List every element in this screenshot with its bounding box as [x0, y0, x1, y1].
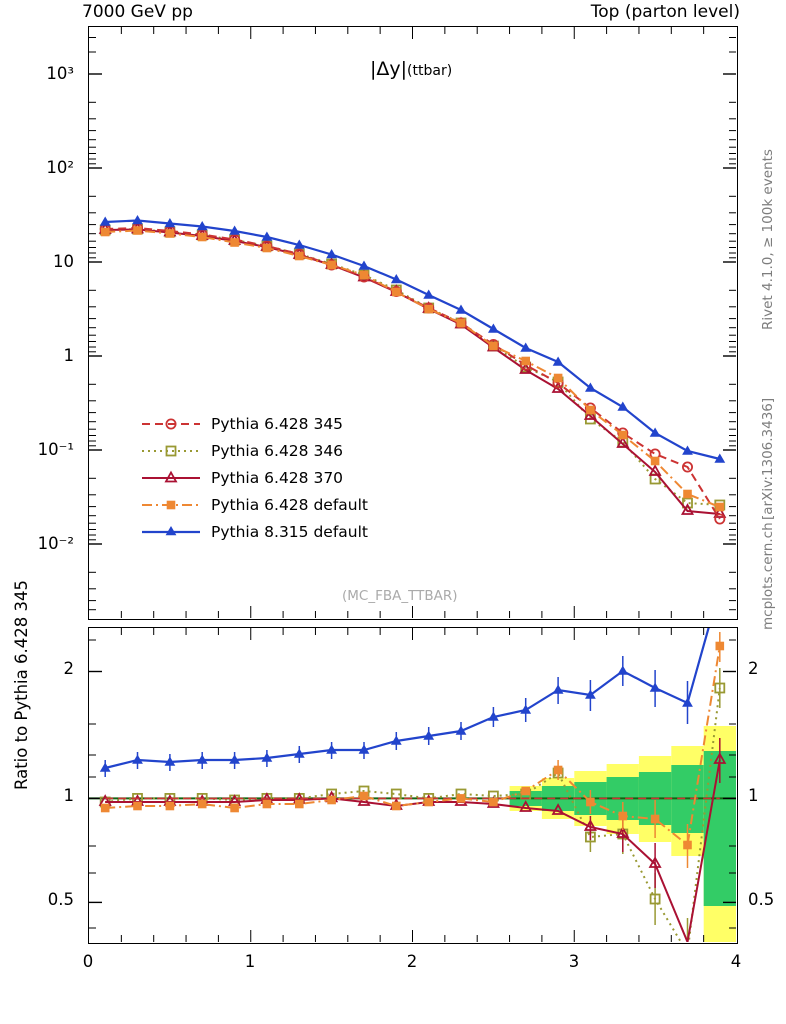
plot-title-sub: (ttbar): [407, 63, 453, 79]
legend-item-0[interactable]: [140, 410, 368, 437]
ytick-main-0: 10³: [46, 64, 74, 83]
legend-label-2: Pythia 6.428 370: [211, 468, 344, 487]
legend-key-1: [140, 440, 202, 462]
legend-label-3: Pythia 6.428 default: [211, 495, 368, 514]
xtick-0: 0: [82, 952, 94, 971]
legend-key-3: [140, 494, 202, 516]
mcplots-url-annotation: mcplots.cern.ch: [760, 522, 776, 630]
legend-key-0: [140, 413, 202, 435]
legend: [140, 410, 368, 545]
legend-label-1: Pythia 6.428 346: [211, 441, 344, 460]
ytick-main-3: 1: [63, 346, 74, 365]
ratio-plot-canvas: [89, 628, 736, 942]
plot-title: [370, 58, 452, 80]
legend-item-2[interactable]: [140, 464, 368, 491]
ytick-ratio-left-0: 2: [63, 659, 74, 678]
legend-key-4: [140, 521, 202, 543]
ratio-series-pythia8-default: [100, 628, 720, 777]
ytick-ratio-right-1: 1: [748, 786, 759, 805]
legend-label-4: Pythia 8.315 default: [211, 522, 368, 541]
xtick-4: 4: [730, 952, 742, 971]
ytick-main-2: 10: [53, 252, 74, 271]
legend-item-1[interactable]: [140, 437, 368, 464]
ytick-main-4: 10⁻¹: [37, 440, 74, 459]
legend-item-4[interactable]: [140, 518, 368, 545]
ytick-ratio-right-2: 0.5: [748, 890, 775, 909]
header-process-label: Top (parton level): [590, 2, 740, 22]
ytick-ratio-left-1: 1: [63, 786, 74, 805]
legend-key-2: [140, 467, 202, 489]
header-beam-label: 7000 GeV pp: [82, 2, 193, 22]
analysis-watermark: (MC_FBA_TTBAR): [342, 588, 458, 604]
ytick-ratio-right-0: 2: [748, 659, 759, 678]
xtick-1: 1: [244, 952, 256, 971]
plot-title-main: |Δy|: [370, 58, 408, 80]
ytick-main-1: 10²: [46, 158, 74, 177]
ytick-main-5: 10⁻²: [37, 534, 74, 553]
xtick-3: 3: [568, 952, 580, 971]
xtick-2: 2: [406, 952, 418, 971]
ratio-axis-label: Ratio to Pythia 6.428 345: [12, 580, 31, 790]
ratio-plot-panel: [88, 627, 738, 944]
arxiv-reference-annotation: [arXiv:1306.3436]: [760, 397, 776, 520]
rivet-version-annotation: Rivet 4.1.0, ≥ 100k events: [760, 149, 776, 330]
legend-item-3[interactable]: [140, 491, 368, 518]
ytick-ratio-left-2: 0.5: [47, 890, 74, 909]
legend-label-0: Pythia 6.428 345: [211, 414, 344, 433]
